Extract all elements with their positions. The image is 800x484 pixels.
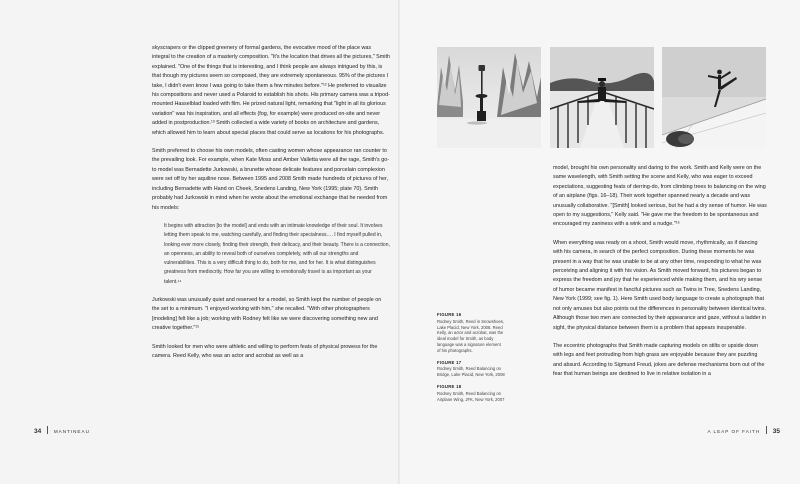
right-folio [707, 426, 780, 435]
right-text-column [553, 164, 767, 389]
caption-text: Rodney Smith, Reed Balancing on Airplane Wing, JFK, New York, 2007 [437, 390, 505, 402]
page-number: 34 [34, 428, 42, 435]
running-head: A LEAP OF FAITH [707, 429, 761, 434]
caption-figure-16 [437, 312, 505, 354]
caption-text: Rodney Smith, Reed Balancing on Bridge, Lake Placid, New York, 2008 [437, 366, 505, 378]
body-paragraph: When everything was ready on a shoot, Smith would move, rhythmically, as if dancing with his camera, in search of the perfect composition. During these moments he was present in a way that he was unable to be at any other time, responding to what he was perceiving and aligning it with his vision. As Smith moved forward, his pictures began to express the freedom and joy that he experienced while making them, and his wry sense of humor became manifest in fanciful pictures such as Twins in Tree, Snedens Landing, New York (1999; see fig. 1). Here Smith used body language to create a photograph that not only amuses but also points out the differences in personality between identical twins. Although those two men are connected by their appearance and gaze, without a ladder in sight, the physical distance between them is a problem that appears insuperable. [553, 239, 767, 331]
body-paragraph: skyscrapers or the clipped greenery of formal gardens, the evocative mood of the place was integral to the creation of a masterly composition. "It's the location that drives all the pictures," Smith explained. "One of the things that is interesting, and I think people are always intrigued by this, is that though my pictures seem so composed, they are extremely spontaneous. 95% of the pictures I take, I didn't even know I was going to take them a few minutes before."¹² He preferred to visualize his compositions and never used a Polaroid to establish his shots. His primary camera was a tripod-mounted Hasselblad loaded with film. He prized natural light, remarking that "light in all its glorious variation" was his inspiration, and all effects (fog, for example) were produced on-site and never added in postproduction.¹³ Smith collected a wide variety of books on architecture and gardens, which allowed him to learn about special places that could serve as locations for his photographs. [152, 45, 390, 136]
caption-figure-17 [437, 360, 505, 378]
left-folio [34, 426, 90, 435]
caption-label: FIGURE 18 [437, 383, 462, 389]
caption-text: Rodney Smith, Reed in Snowshoes, Lake Placid, New York, 2008. Reed Kelly, an actor and acrobat, was the ideal model for Smith, as body language was a signature element of his photographs. [437, 318, 505, 353]
left-text-column [152, 44, 390, 370]
block-quote: It begins with attraction [to the model] and ends with an intimate knowledge of their soul. It involves letting them speak to me, watching carefully, and finding their specialness…. I find myself pulled in, looking ever more closely, finding their strength, their delicacy, and their beauty. There is a connection, an openness, an ability to reveal both of ourselves completely, with all our strengths and vulnerabilities. This is a very difficult thing to do, both for me, and for her. It is what distinguishes greatness from mediocrity. How far you are willing to emotionally travel is as important as your talent.¹⁴ [164, 222, 390, 285]
caption-figure-18 [437, 384, 505, 402]
figure-17-photo [550, 47, 654, 148]
body-paragraph: model, brought his own personality and daring to the work. Smith and Kelly were on the same wavelength, with Smith setting the scene and Kelly, who was eager to exceed expectations, suggesting feats of derring-do, from climbing trees to balancing on the wing of an airplane (figs. 16–18). Their work together spanned nearly a decade and was unusually collaborative. "[Smith] looked serious, but he had a dry sense of humor. He was open to my suggestions," Kelly said. "He gave me the freedom to be spontaneous and encouraged my zaniness with a wink and a nudge."¹⁶ [553, 165, 767, 228]
caption-label: FIGURE 17 [437, 359, 462, 365]
figure-18-photo [662, 47, 766, 148]
body-paragraph: Smith preferred to choose his own models, often casting women whose appearance ran counter to the prevailing look. For example, when Kate Moss and Amber Valletta were all the rage, Smith's go-to model was Bernadette Jurkowski, a brunette whose delicate features and porcelain complexion were set off by her aquiline nose. Between 1995 and 2008 Smith made hundreds of pictures of her, including Bernadette with Hand on Cheek, Snedens Landing, New York (1995; plate 70). Smith probably had Jurkowski in mind when he wrote about the emotional exchange that he needed from his models: [152, 148, 390, 211]
body-paragraph: The eccentric photographs that Smith made capturing models on stilts or upside down with legs and feet protruding from high grass are enjoyable because they are puzzling and absurd. According to Sigmund Freud, jokes are defense mechanisms born out of the fear that human beings are destined to live in relative isolation in a [553, 342, 765, 378]
body-paragraph: Smith looked for men who were athletic and willing to perform feats of physical prowess for the camera. Reed Kelly, who was an actor and acrobat as well as a [152, 343, 378, 360]
body-paragraph: Jurkowski was unusually quiet and reserved for a model, so Smith kept the number of people on the set to a minimum. "I enjoyed working with him," she recalled. "With other photographers [modeling] felt like a job; working with Rodney felt like we were discovering something new and creative together."¹⁵ [152, 296, 382, 332]
figure-16-photo [437, 47, 541, 148]
page-number: 35 [772, 428, 780, 435]
figure-captions [437, 312, 505, 408]
running-head: MANTINEAU [53, 429, 90, 434]
caption-label: FIGURE 16 [437, 312, 462, 317]
